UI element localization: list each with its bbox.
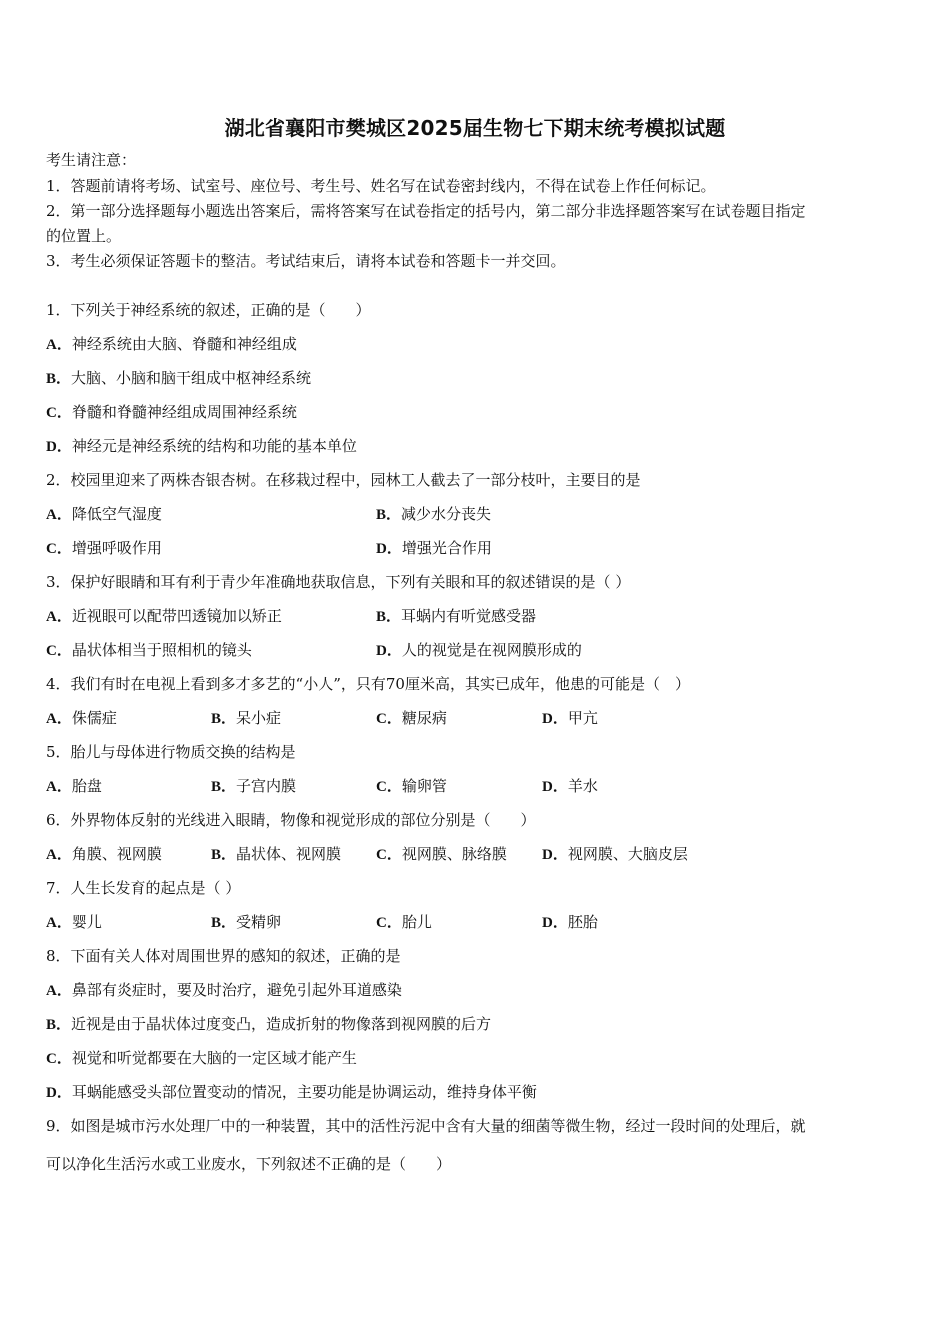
notice-item: 的位置上。 (46, 227, 122, 245)
option-letter: A． (46, 915, 72, 931)
option-letter: B． (211, 847, 237, 863)
option-letter: C． (376, 847, 402, 863)
option-text: 大脑、小脑和脑干组成中枢神经系统 (71, 369, 312, 387)
option-letter: D． (376, 643, 402, 659)
option (211, 776, 296, 797)
question-stem: 2．校园里迎来了两株杏银杏树。在移栽过程中，园林工人截去了一部分枝叶，主要目的是 (46, 471, 641, 489)
option (46, 844, 162, 865)
option (46, 334, 297, 355)
option (376, 776, 447, 797)
option (46, 1048, 357, 1069)
option-text: 增强呼吸作用 (71, 539, 162, 557)
option-text: 减少水分丧失 (401, 505, 492, 523)
option-letter: D． (542, 779, 568, 795)
option (46, 606, 282, 627)
option (376, 912, 432, 933)
option-letter: C． (376, 915, 402, 931)
option-text: 脊髓和脊髓神经组成周围神经系统 (71, 403, 297, 421)
option-letter: D． (46, 439, 72, 455)
option-letter: C． (376, 711, 402, 727)
option (46, 538, 162, 559)
option-letter: D． (542, 847, 568, 863)
option-letter: A． (46, 983, 72, 999)
option (46, 1014, 491, 1035)
option (542, 844, 688, 865)
option-letter: B． (211, 779, 237, 795)
option-text: 子宫内膜 (236, 777, 297, 795)
option-text: 晶状体相当于照相机的镜头 (71, 641, 252, 659)
option-text: 耳蜗能感受头部位置变动的情况，主要功能是协调运动，维持身体平衡 (71, 1083, 537, 1101)
option-letter: C． (46, 1051, 72, 1067)
option (46, 912, 102, 933)
option-text: 视觉和听觉都要在大脑的一定区域才能产生 (71, 1049, 357, 1067)
option-text: 鼻部有炎症时，要及时治疗，避免引起外耳道感染 (71, 981, 402, 999)
option-text: 糖尿病 (401, 709, 447, 727)
option-letter: C． (46, 643, 72, 659)
option (211, 708, 281, 729)
option-text: 角膜、视网膜 (71, 845, 162, 863)
option (46, 980, 402, 1001)
question-stem: 3．保护好眼睛和耳有利于青少年准确地获取信息，下列有关眼和耳的叙述错误的是（ ） (46, 573, 631, 591)
option-text: 近视眼可以配带凹透镜加以矫正 (71, 607, 282, 625)
option-letter: A． (46, 507, 72, 523)
question-stem: 5．胎儿与母体进行物质交换的结构是 (46, 743, 296, 761)
question-stem: 4．我们有时在电视上看到多才多艺的“小人”，只有70厘米高，其实已成年，他患的可能是（ ） (46, 675, 690, 693)
option-text: 婴儿 (71, 913, 102, 931)
option-letter: C． (46, 541, 72, 557)
option (376, 844, 507, 865)
notice-heading: 考生请注意： (46, 151, 137, 169)
option-text: 近视是由于晶状体过度变凸，造成折射的物像落到视网膜的后方 (71, 1015, 492, 1033)
option (542, 708, 598, 729)
page-title: 湖北省襄阳市樊城区2025届生物七下期末统考模拟试题 (224, 116, 726, 140)
option (542, 912, 598, 933)
option (46, 504, 162, 525)
option-letter: A． (46, 779, 72, 795)
option-letter: A． (46, 847, 72, 863)
option (46, 776, 102, 797)
option-text: 羊水 (567, 777, 598, 795)
option-letter: B． (46, 1017, 72, 1033)
option-letter: D． (46, 1085, 72, 1101)
option-text: 胎盘 (71, 777, 102, 795)
option-text: 晶状体、视网膜 (236, 845, 342, 863)
option-text: 胚胎 (567, 913, 598, 931)
option (376, 504, 491, 525)
option-text: 胎儿 (401, 913, 432, 931)
option-text: 输卵管 (401, 777, 447, 795)
question-stem: 7．人生长发育的起点是（ ） (46, 879, 241, 897)
question-stem: 9．如图是城市污水处理厂中的一种装置，其中的活性污泥中含有大量的细菌等微生物，经过一段时间的处理后，就 (46, 1117, 806, 1135)
notice-item: 1．答题前请将考场、试室号、座位号、考生号、姓名写在试卷密封线内，不得在试卷上作任何标记。 (46, 177, 716, 195)
question-stem: 可以净化生活污水或工业废水，下列叙述不正确的是（ ） (46, 1155, 452, 1173)
option-letter: B． (376, 609, 402, 625)
option (46, 1082, 537, 1103)
option-text: 侏儒症 (71, 709, 117, 727)
option-text: 人的视觉是在视网膜形成的 (401, 641, 582, 659)
option-text: 耳蜗内有听觉感受器 (401, 607, 537, 625)
option-text: 视网膜、大脑皮层 (567, 845, 688, 863)
option-letter: A． (46, 711, 72, 727)
option-text: 降低空气湿度 (71, 505, 162, 523)
option (46, 708, 117, 729)
notice-item: 2．第一部分选择题每小题选出答案后，需将答案写在试卷指定的括号内，第二部分非选择题答案写在试卷题目指定 (46, 202, 806, 220)
option (46, 368, 311, 389)
option-letter: B． (46, 371, 72, 387)
question-stem: 1．下列关于神经系统的叙述，正确的是（ ） (46, 301, 371, 319)
option (46, 402, 297, 423)
option (376, 640, 582, 661)
option (542, 776, 598, 797)
question-stem: 8．下面有关人体对周围世界的感知的叙述，正确的是 (46, 947, 401, 965)
option-letter: B． (376, 507, 402, 523)
option-text: 神经系统由大脑、脊髓和神经组成 (71, 335, 297, 353)
notice-item: 3．考生必须保证答题卡的整洁。考试结束后，请将本试卷和答题卡一并交回。 (46, 252, 566, 270)
option-text: 甲亢 (567, 709, 598, 727)
option (46, 640, 252, 661)
option-letter: A． (46, 337, 72, 353)
option (211, 844, 341, 865)
option-letter: D． (542, 915, 568, 931)
option-letter: C． (376, 779, 402, 795)
option-letter: A． (46, 609, 72, 625)
option-letter: B． (211, 711, 237, 727)
option-text: 视网膜、脉络膜 (401, 845, 507, 863)
option-letter: C． (46, 405, 72, 421)
option-text: 受精卵 (236, 913, 282, 931)
option (376, 538, 492, 559)
option-text: 神经元是神经系统的结构和功能的基本单位 (71, 437, 357, 455)
option (376, 606, 536, 627)
option-letter: B． (211, 915, 237, 931)
question-stem: 6．外界物体反射的光线进入眼睛，物像和视觉形成的部位分别是（ ） (46, 811, 536, 829)
option-text: 增强光合作用 (401, 539, 492, 557)
option-letter: D． (376, 541, 402, 557)
option (376, 708, 447, 729)
option-text: 呆小症 (236, 709, 282, 727)
option (211, 912, 281, 933)
option-letter: D． (542, 711, 568, 727)
option (46, 436, 357, 457)
